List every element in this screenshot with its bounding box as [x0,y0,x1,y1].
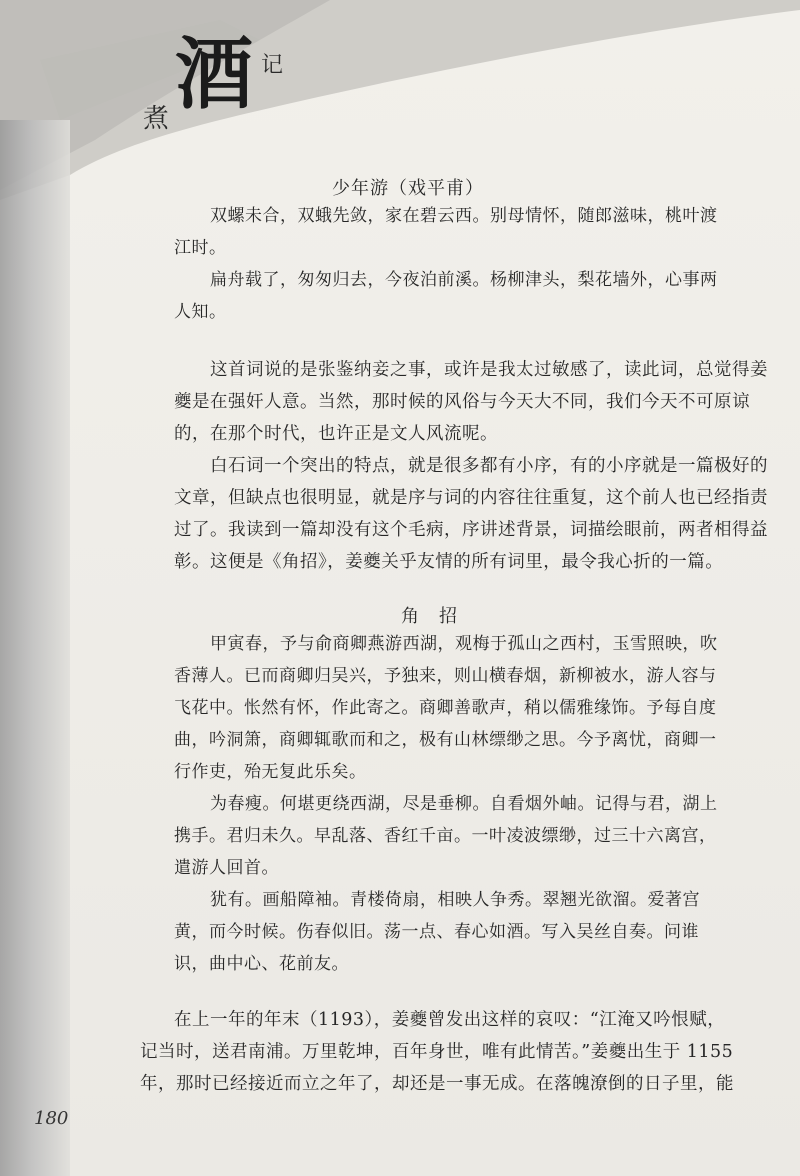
paragraph-line: 这首词说的是张鉴纳妾之事，或许是我太过敏感了，读此词，总觉得姜 [210,360,768,380]
title-char-ji: 记 [261,53,284,78]
paragraph-line: 彰。这便是《角招》，姜夔关乎友情的所有词里，最令我心折的一篇。 [174,552,724,572]
poem2-line: 曲，吟洞箫，商卿辄歌而和之，极有山林缥缈之思。今予离忧，商卿一 [174,730,717,750]
paragraph-line: 夔是在强奸人意。当然，那时候的风俗与今天大不同，我们今天不可原谅 [174,392,750,412]
poem1-line: 扁舟载了，匆匆归去，今夜泊前溪。杨柳津头，梨花墙外，心事两 [210,270,718,290]
poem2-line: 识，曲中心、花前友。 [174,954,349,974]
poem2-line: 飞花中。怅然有怀，作此寄之。商卿善歌声，稍以儒雅缘饰。予每自度 [174,698,717,718]
poem2-line: 犹有。画船障袖。青楼倚扇，相映人争秀。翠翘光欲溜。爱著宫 [210,890,700,910]
paragraph-line: 白石词一个突出的特点，就是很多都有小序，有的小序就是一篇极好的 [210,456,768,476]
poem1-title: 少年游（戏平甫） [332,178,484,199]
paragraph-line: 在上一年的年末（1193），姜夔曾发出这样的哀叹：“江淹又吟恨赋， [174,1010,726,1030]
paragraph-line: 记当时，送君南浦。万里乾坤，百年身世，唯有此情苦。”姜夔出生于 1155 [140,1042,734,1062]
poem2-line: 甲寅春，予与俞商卿燕游西湖，观梅于孤山之西村，玉雪照映，吹 [210,634,718,654]
paragraph-line: 的，在那个时代，也许正是文人风流呢。 [174,424,498,444]
paragraph-line: 文章，但缺点也很明显，就是序与词的内容往往重复，这个前人也已经指责 [174,488,768,508]
poem2-line: 行作吏，殆无复此乐矣。 [174,762,367,782]
page-number: 180 [34,1108,69,1129]
paragraph-line: 年，那时已经接近而立之年了，却还是一事无成。在落魄潦倒的日子里，能 [140,1074,734,1094]
poem1-line: 江时。 [174,238,227,258]
poem1-line: 双螺未合，双蛾先敛，家在碧云西。别母情怀，随郎滋味，桃叶渡 [210,206,718,226]
title-char-jiu: 酒 [175,29,254,120]
poem1-line: 人知。 [174,302,227,322]
poem2-title: 角 招 [401,606,458,627]
poem2-line: 香薄人。已而商卿归吴兴，予独来，则山横春烟，新柳被水，游人容与 [174,666,717,686]
paragraph-line: 过了。我读到一篇却没有这个毛病，序讲述背景，词描绘眼前，两者相得益 [174,520,768,540]
poem2-line: 黄，而今时候。伤春似旧。荡一点、春心如酒。写入吴丝自奏。问谁 [174,922,699,942]
poem2-line: 遣游人回首。 [174,858,279,878]
poem2-line: 携手。君归未久。早乱落、香红千亩。一叶凌波缥缈，过三十六离宫， [174,826,717,846]
poem2-line: 为春瘦。何堪更绕西湖，尽是垂柳。自看烟外岫。记得与君，湖上 [210,794,718,814]
title-char-zhu: 煮 [143,104,170,134]
